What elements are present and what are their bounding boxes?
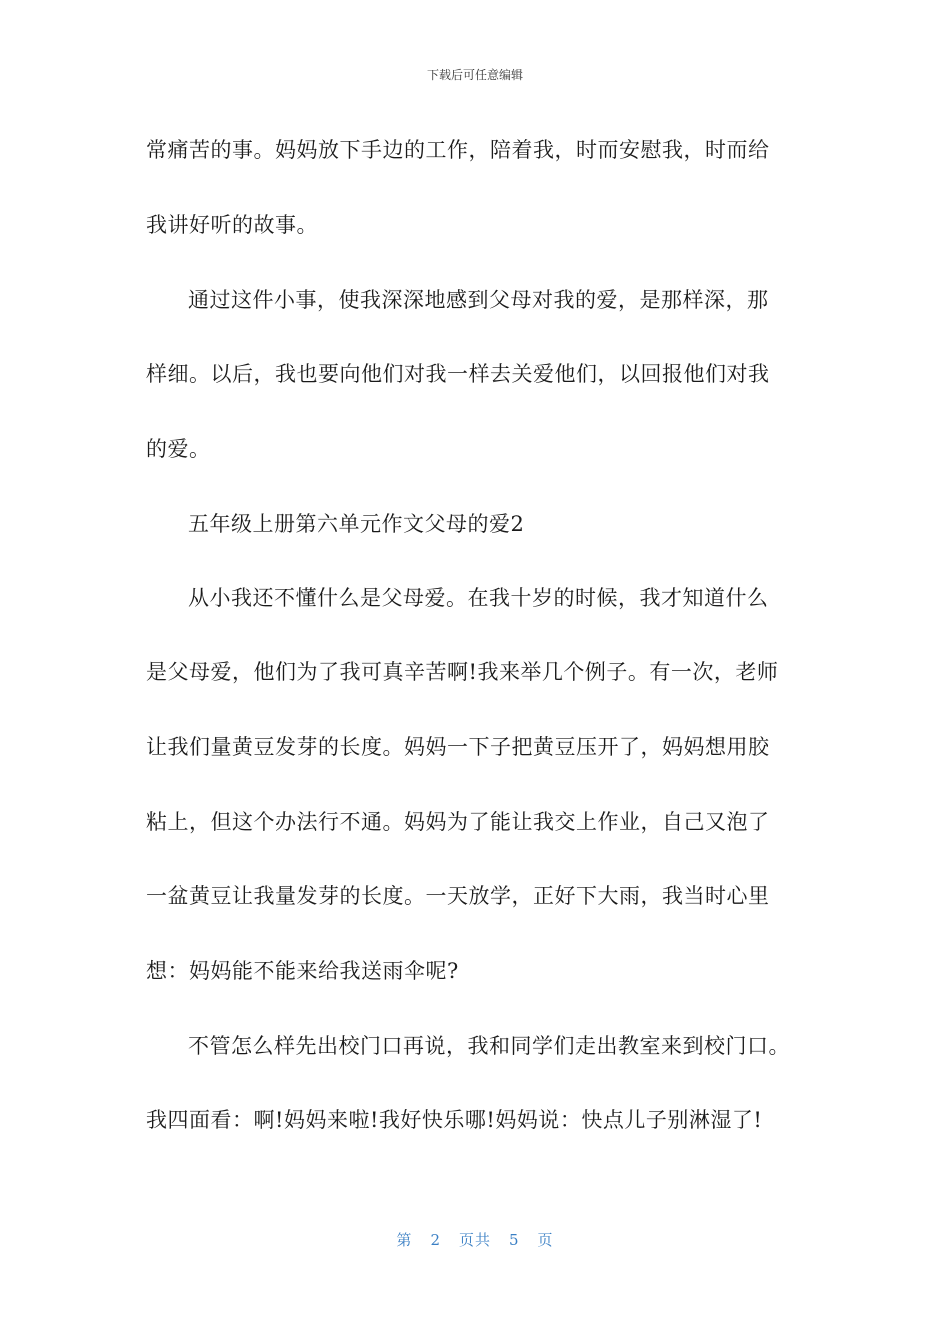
text-line: 从小我还不懂什么是父母爱。在我十岁的时候，我才知道什么: [188, 586, 769, 610]
footer-prefix: 第: [396, 1231, 413, 1249]
footer-total-pages: 5: [509, 1231, 520, 1249]
text-line: 样细。以后，我也要向他们对我一样去关爱他们，以回报他们对我: [146, 362, 770, 386]
text-line: 我四面看：啊!妈妈来啦!我好快乐哪!妈妈说：快点儿子别淋湿了!: [146, 1108, 763, 1132]
text-line: 我讲好听的故事。: [146, 213, 318, 237]
text-line: 不管怎么样先出校门口再说，我和同学们走出教室来到校门口。: [188, 1034, 790, 1058]
text-line: 粘上，但这个办法行不通。妈妈为了能让我交上作业，自己又泡了: [146, 810, 770, 834]
text-line: 让我们量黄豆发芽的长度。妈妈一下子把黄豆压开了，妈妈想用胶: [146, 735, 770, 759]
footer-page-number: 2: [430, 1231, 441, 1249]
text-line: 通过这件小事，使我深深地感到父母对我的爱，是那样深，那: [188, 288, 769, 312]
text-line: 的爱。: [146, 437, 211, 461]
text-line: 常痛苦的事。妈妈放下手边的工作，陪着我，时而安慰我，时而给: [146, 138, 770, 162]
text-line: 是父母爱，他们为了我可真辛苦啊!我来举几个例子。有一次，老师: [146, 660, 779, 684]
section-title: 五年级上册第六单元作文父母的爱2: [188, 512, 525, 536]
text-line: 一盆黄豆让我量发芽的长度。一天放学，正好下大雨，我当时心里: [146, 884, 770, 908]
footer-suffix: 页: [537, 1231, 554, 1249]
page-header-note: 下载后可任意编辑: [426, 68, 523, 82]
footer-middle: 页共: [458, 1231, 491, 1249]
text-line: 想：妈妈能不能来给我送雨伞呢?: [146, 959, 459, 983]
page-footer: [0, 1229, 950, 1250]
